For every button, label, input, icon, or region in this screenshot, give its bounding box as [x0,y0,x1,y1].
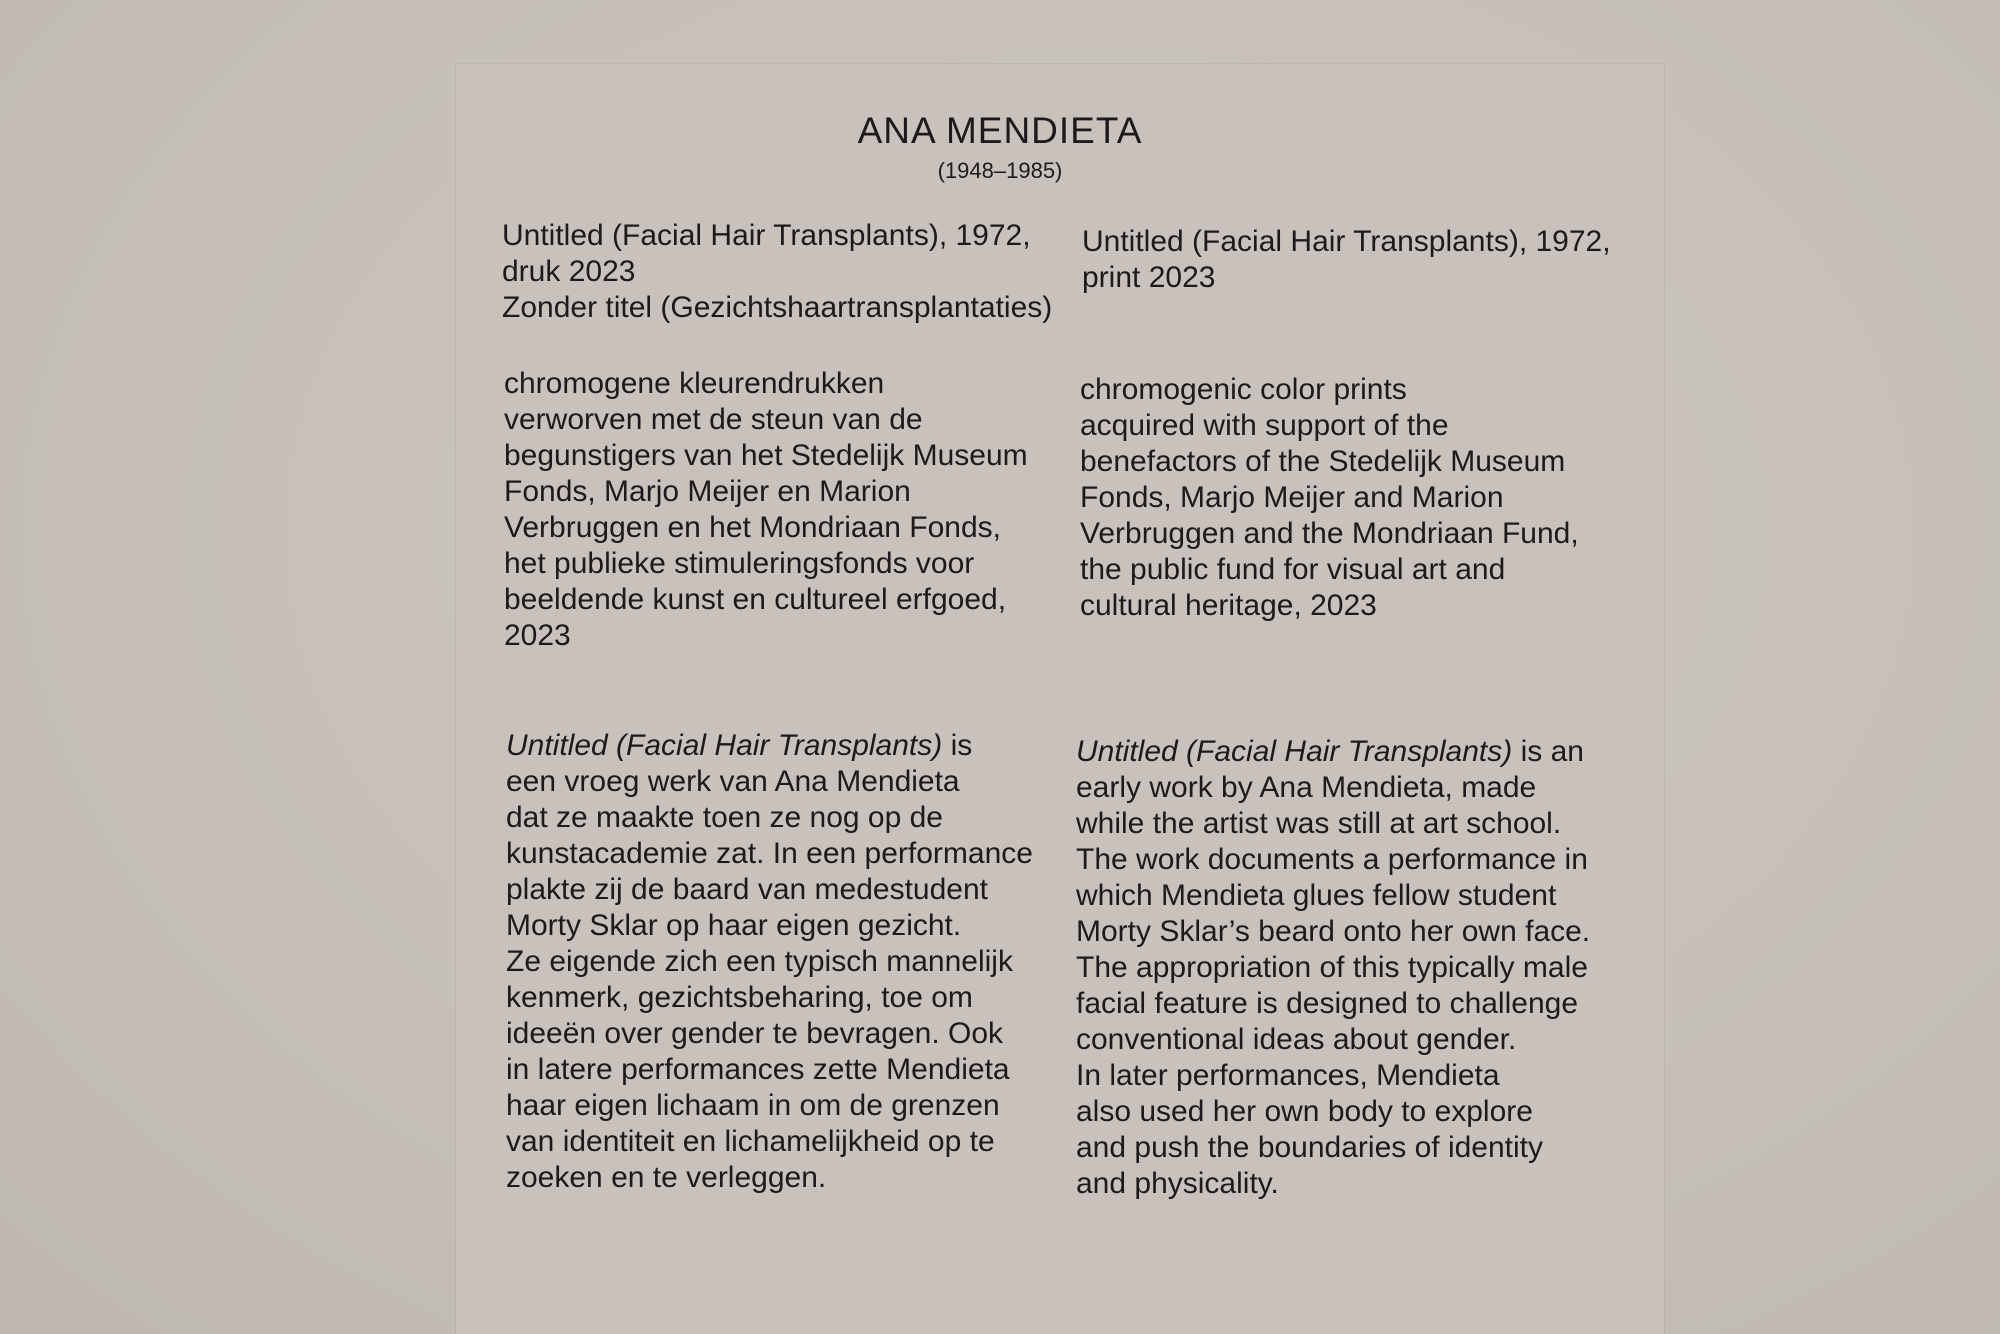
english-description-line: In later performances, Mendieta [1076,1059,1500,1092]
english-description-line: The appropriation of this typically male [1076,951,1588,984]
english-title-line: Untitled (Facial Hair Transplants), 1972, [1082,225,1611,258]
dutch-title-line: Zonder titel (Gezichtshaartransplantaties) [502,291,1053,324]
artist-name: ANA MENDIETA [857,110,1143,151]
dutch-description-line: een vroeg werk van Ana Mendieta [506,765,960,798]
dutch-description-line: kunstacademie zat. In een performance [506,837,1033,870]
dutch-description-line: haar eigen lichaam in om de grenzen [506,1089,1000,1122]
english-medium-line: chromogenic color prints [1080,373,1407,406]
dutch-medium-credit [504,366,1028,654]
dutch-description-line: plakte zij de baard van medestudent [506,873,988,906]
dutch-description-first-suffix: is [942,729,973,762]
english-description-line: Morty Sklar’s beard onto her own face. [1076,915,1591,948]
dutch-description-line: Morty Sklar op haar eigen gezicht. [506,909,962,942]
english-medium-line: cultural heritage, 2023 [1080,589,1377,622]
dutch-description-line: zoeken en te verleggen. [506,1161,827,1194]
english-description-line: facial feature is designed to challenge [1076,987,1579,1020]
dutch-title-block [502,218,1052,326]
english-description-work-title: Untitled (Facial Hair Transplants) [1076,735,1513,768]
english-medium-line: acquired with support of the [1080,409,1449,442]
dutch-description-work-title: Untitled (Facial Hair Transplants) [506,729,943,762]
english-medium-line: the public fund for visual art and [1080,553,1506,586]
english-medium-line: Fonds, Marjo Meijer and Marion [1080,481,1504,514]
dutch-description-line: dat ze maakte toen ze nog op de [506,801,943,834]
dutch-medium-line: 2023 [504,619,571,652]
english-description-line: and physicality. [1076,1167,1279,1200]
dutch-medium-line: beeldende kunst en cultureel erfgoed, [504,583,1007,616]
dutch-description-line: Ze eigende zich een typisch mannelijk [506,945,1013,978]
english-description [1076,734,1590,1202]
english-medium-credit [1080,372,1579,624]
dutch-title-line: druk 2023 [502,255,636,288]
dutch-description [506,728,1033,1196]
dutch-medium-line: begunstigers van het Stedelijk Museum [504,439,1028,472]
english-title-block [1082,224,1611,296]
english-description-first-suffix: is an [1512,735,1584,768]
artist-dates: (1948–1985) [937,158,1063,183]
dutch-medium-line: chromogene kleurendrukken [504,367,885,400]
dutch-medium-line: het publieke stimuleringsfonds voor [504,547,975,580]
dutch-description-line: ideeën over gender te bevragen. Ook [506,1017,1004,1050]
english-description-first-line [1076,734,1590,770]
english-description-line: The work documents a performance in [1076,843,1588,876]
english-medium-line: Verbruggen and the Mondriaan Fund, [1080,517,1579,550]
dutch-medium-line: verworven met de steun van de [504,403,923,436]
dutch-title-line: Untitled (Facial Hair Transplants), 1972, [502,219,1031,252]
dutch-description-first-line [506,728,1033,764]
english-description-line: while the artist was still at art school. [1076,807,1562,840]
dutch-description-line: in latere performances zette Mendieta [506,1053,1010,1086]
english-medium-line: benefactors of the Stedelijk Museum [1080,445,1566,478]
dutch-medium-line: Verbruggen en het Mondriaan Fonds, [504,511,1002,544]
english-description-line: and push the boundaries of identity [1076,1131,1544,1164]
english-description-line: also used her own body to explore [1076,1095,1533,1128]
dutch-description-line: van identiteit en lichamelijkheid op te [506,1125,995,1158]
english-description-line: conventional ideas about gender. [1076,1023,1517,1056]
dutch-description-line: kenmerk, gezichtsbeharing, toe om [506,981,973,1014]
english-title-line: print 2023 [1082,261,1216,294]
dutch-medium-line: Fonds, Marjo Meijer en Marion [504,475,911,508]
english-description-line: which Mendieta glues fellow student [1076,879,1557,912]
english-description-line: early work by Ana Mendieta, made [1076,771,1537,804]
